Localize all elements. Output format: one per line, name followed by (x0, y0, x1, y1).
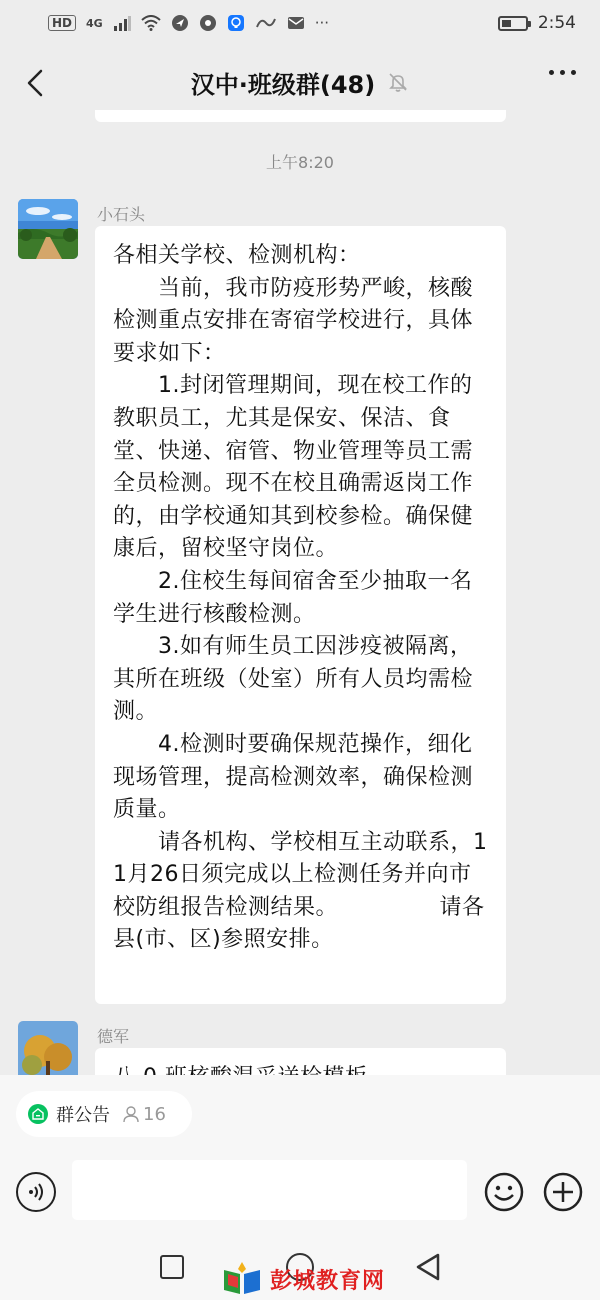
voice-wave-icon (26, 1182, 46, 1202)
dot (549, 70, 554, 75)
previous-message-bubble[interactable] (95, 110, 506, 122)
dot (560, 70, 565, 75)
signal-icon (113, 15, 131, 31)
announcement-icon (28, 1104, 48, 1124)
network-type: 4G (86, 16, 103, 30)
smiley-icon (484, 1172, 524, 1212)
sender-name: 小石头 (97, 205, 146, 224)
watermark-text: 彭城教育网 (270, 1268, 386, 1294)
triangle-back-icon (414, 1252, 442, 1282)
more-options-button[interactable] (549, 70, 576, 75)
chevron-left-icon (27, 69, 43, 97)
app-logo-icon (255, 15, 277, 31)
location-icon (171, 14, 189, 32)
battery-icon (498, 16, 528, 31)
notice-member-count (122, 1104, 166, 1125)
emoji-button[interactable] (484, 1172, 524, 1212)
message-timestamp: 上午8:20 (266, 153, 334, 172)
app-notification-icon (199, 14, 217, 32)
message-text: 各相关学校、检测机构： 当前，我市防疫形势严峻，核酸检测重点安排在寄宿学校进行，具体要求如下： 1.封闭管理期间，现在校工作的教职员工，尤其是保安、保洁、食堂、快递、宿管、物业管理等员工需全员检测。现不在校且确需返岗工作的，由学校通知其到校参检。确保健康后，留校坚守岗位。 2.住校生每间宿舍至少抽取一名学生进行核酸检测。 3.如有师生员工因涉疫被隔离，其所在班级（处室）所有人员均需检测。 4.检测时要确保规范操作，细化现场管理，提高检测效率，确保检测质量。 请各机构、学校相互主动联系，11月26日须完成以上检测任务并向市校防组报告检测结果。 请各县(市、区)参照安排。 (113, 243, 488, 953)
count-value: 16 (143, 1103, 166, 1125)
clock: 2:54 (537, 13, 576, 33)
notice-label: 群公告 (56, 1105, 110, 1126)
watermark (222, 1262, 385, 1296)
status-right (498, 13, 576, 33)
status-bar (0, 0, 600, 46)
dot (571, 70, 576, 75)
more-notifications-icon: ··· (314, 14, 330, 32)
mail-icon (287, 15, 305, 31)
mute-bell-icon (387, 71, 409, 93)
chat-title: 汉中·班级群(48) (190, 70, 376, 99)
voice-input-button[interactable] (16, 1172, 56, 1212)
avatar-landscape-image (18, 199, 78, 259)
recent-apps-button[interactable] (160, 1255, 184, 1279)
wifi-icon (141, 15, 161, 31)
message-input[interactable] (72, 1160, 467, 1220)
system-back-button[interactable] (414, 1252, 442, 1282)
group-notice-button[interactable] (16, 1091, 192, 1137)
more-functions-button[interactable] (543, 1172, 583, 1212)
avatar-autumn-tree-image (18, 1021, 78, 1081)
book-logo-icon (222, 1262, 262, 1296)
avatar[interactable] (18, 199, 78, 259)
person-icon (122, 1105, 140, 1123)
status-icons (48, 14, 329, 32)
sender-name: 德军 (97, 1027, 130, 1046)
hd-badge: HD (48, 15, 76, 31)
chat-header (0, 46, 600, 118)
back-button[interactable] (20, 66, 50, 100)
avatar[interactable] (18, 1021, 78, 1081)
title-wrap (191, 65, 409, 100)
tip-icon (227, 14, 245, 32)
message-bubble[interactable] (95, 226, 506, 1004)
plus-icon (543, 1172, 583, 1212)
